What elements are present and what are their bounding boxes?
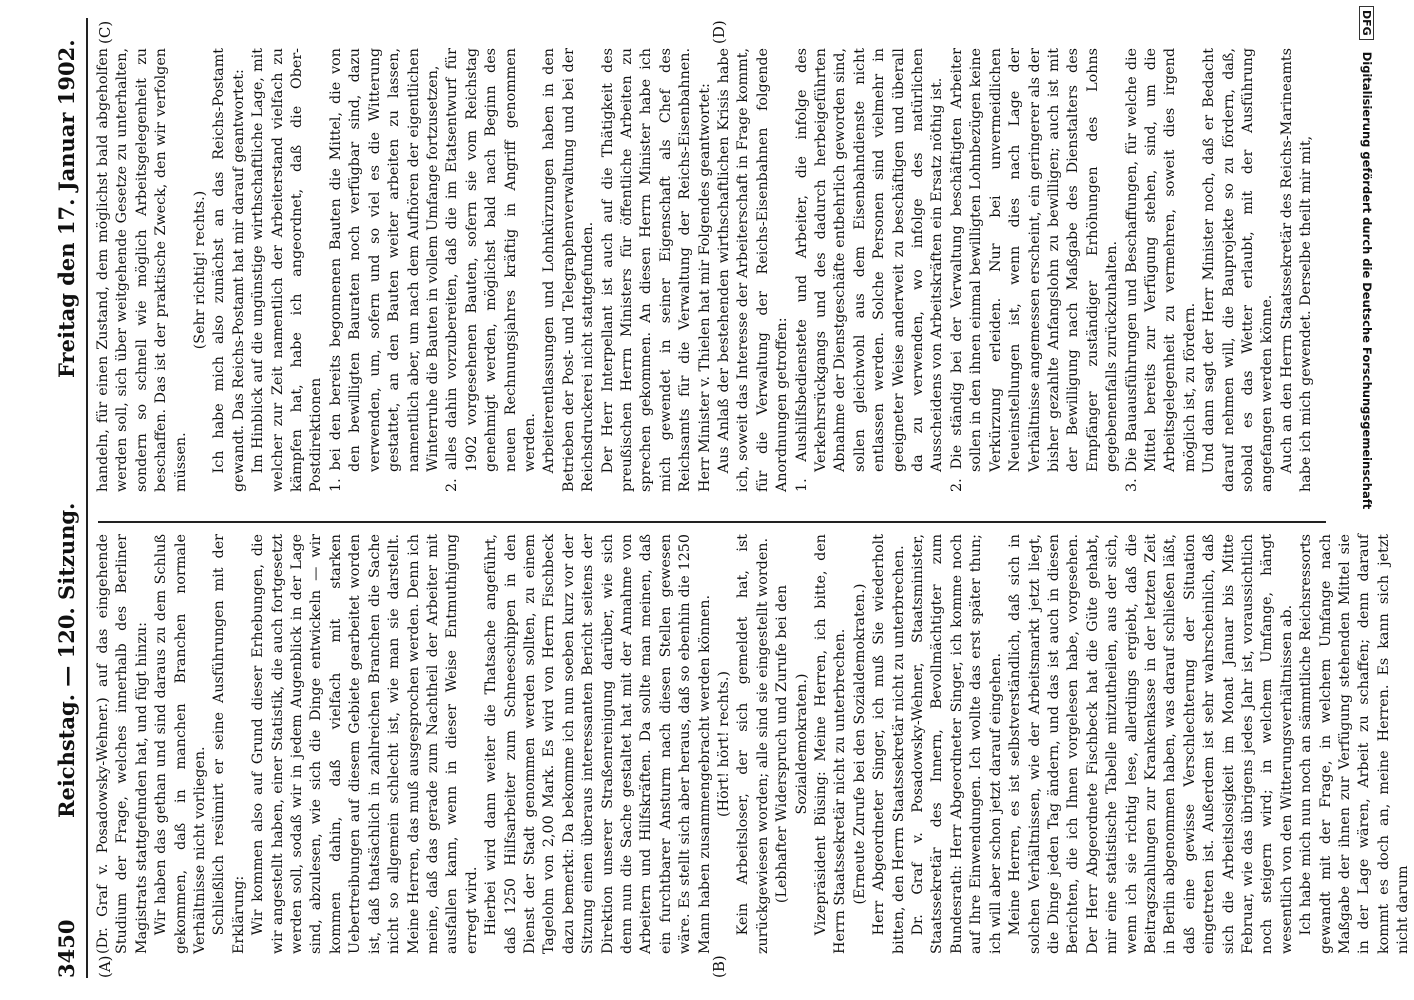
quoted-paragraph: Aus Anlaß der bestehenden wirthschaftlichen Krisis habe ich, soweit das Interesse der Arbeiterschaft in Frage kommt, für die Verwaltung der Reichs-Eisenbahnen folgende Anordnungen getroffen: (716, 48, 791, 492)
dfg-logo: DFG (1359, 6, 1374, 40)
right-column (94, 48, 1330, 492)
quoted-paragraph: Wir kommen also auf Grund dieser Erhebungen, die wir angestellt haben, einer Statistik, die auch fortgesetzt werden soll, sodaß wir in jedem Augenblick in der Lage sind, abzulesen, wie sich die Dinge entwickeln — wir kommen dahin, daß vielfach mit starken Uebertreibungen auf diesem Gebiete gearbeitet worden ist, daß thatsächlich in zahlreichen Branchen die Sache nicht so allgemein schlecht ist, wie man sie darstellt. Meine Herren, das muß ausgesprochen werden. Denn ich meine, daß das gerade zum Nachtheil der Arbeiter mit ausfallen kann, wenn in dieser Weise Entmuthigung erregt wird. (250, 534, 480, 954)
column-divider (98, 521, 1326, 523)
session-title: Reichstag. — 120. Sitzung. (54, 502, 79, 818)
list-item: 1. bei den bereits begonnenen Bauten die Mittel, die von den bewilligten Bauraten noch verfügbar sind, dazu verwenden, um, sofern und so viel es die Witterung gestattet, an den Bauten weiter arbeiten zu lassen, namentlich aber, um nach dem Aufhören der eigentlichen Winterruhe die Bauten in vollem Umfange fortzusetzen, (327, 48, 441, 492)
list-item: 1. Aushilfsbedienstete und Arbeiter, die infolge des Verkehrsrückgangs und des dadurch herbeigeführten Abnahme der Dienstgeschäfte entbehrlich geworden sind, sollen gleichwohl aus dem Eisenbahndienste nicht entlassen werden. Solche Personen sind vielmehr in geeigneter Weise anderweit zu beschäftigen und überall da zu verwenden, wo infolge des natürlichen Ausscheidens von Arbeitskräften ein Ersatz nöthig ist. (793, 48, 946, 492)
quoted-paragraph: Kein Arbeitsloser, der sich gemeldet hat, ist zurückgewiesen worden; alle sind sie eingestellt worden. (735, 534, 771, 954)
interjection: (Sehr richtig! rechts.) (192, 190, 209, 350)
interjection: (Lebhafter Widerspruch und Zurufe bei den Sozialdemokraten.) (774, 584, 810, 904)
paragraph: handeln, für einen Zustand, dem möglichst bald abgeholfen werden soll, sich über weitgehende Gesetze zu unterhalten, sondern so schnell wie möglich Arbeitsgelegenheit zu beschaffen. Das ist der praktische Zweck, den wir verfolgen müssen. (95, 48, 189, 492)
speaker-paragraph: Vizepräsident Büsing: Meine Herren, ich bitte, den Herrn Staatssekretär nicht zu unterbrechen. (813, 534, 849, 954)
digitization-credit: Digitalisierung gefördert durch die Deutsche Forschungsgemeinschaft (1360, 51, 1374, 510)
quoted-paragraph: Im Hinblick auf die ungünstige wirthschaftliche Lage, mit welcher zur Zeit namentlich der Arbeiterstand vielfach zu kämpfen hat, habe ich angeordnet, daß die Ober-Postdirektionen (250, 48, 325, 492)
margin-marker-b: (B) (710, 955, 728, 978)
list-item: 2. alles dahin vorzubereiten, daß die im Etatsentwurf für 1902 vorgesehenen Bauten, sofern sie vom Reichstag genehmigt werden, möglichst bald nach Beginn des neuen Rechnungsjahres kräftig in Angriff genommen werden. (444, 48, 538, 492)
paragraph: Und dann sagt der Herr Minister noch, daß er Bedacht darauf nehmen will, die Bauprojekte so zu fördern, daß, sobald es das Wetter erlaubt, mit der Ausführung angefangen werden könne. (1201, 48, 1276, 492)
paragraph: Ich habe mich also zunächst an das Reichs-Postamt gewandt. Das Reichs-Postamt hat mir darauf geantwortet: (211, 48, 247, 492)
session-date: Freitag den 17. Januar 1902. (54, 39, 79, 378)
paragraph: Auch an den Herrn Staatssekretär des Reichs-Marineamts habe ich mich gewendet. Derselbe theilt mir mit, (1278, 48, 1315, 492)
digitization-footer (1352, 6, 1378, 996)
list-item: 3. Die Bauausführungen und Beschaffungen, für welche die Mittel bereits zur Verfügung stehen, sind, um die Arbeitsgelegenheit zu vermehren, soweit dies irgend möglich ist, zu fördern. (1123, 48, 1198, 492)
quoted-paragraph: Arbeiterentlassungen und Lohnkürzungen haben in den Betrieben der Post- und Telegraphenverwaltung und bei der Reichsdruckerei nicht stattgefunden. (541, 48, 597, 492)
paragraph: Herr Abgeordneter Singer, ich muß Sie wiederholt bitten, den Herrn Staatssekretär nicht zu unterbrechen. (871, 534, 907, 954)
paragraph: Schließlich resümirt er seine Ausführungen mit der Erklärung: (211, 534, 247, 954)
header-rule (86, 18, 88, 978)
list-item: 2. Die ständig bei der Verwaltung beschäftigten Arbeiter sollen in den ihnen einmal bewilligten Lohnbezügen keine Verkürzung erleiden. Nur bei unvermeidlichen Neueinstellungen ist, wenn dies nach Lage der Verhältnisse angemessen erscheint, ein geringerer als der bisher gezahlte Anfangslohn zu bewilligen; auch ist mit der Bewilligung nach Maßgabe des Dienstalters des Empfänger zuständiger Erhöhungen des Lohns gegebenenfalls zurückzuhalten. (948, 48, 1121, 492)
interjection: (Erneute Zurufe bei den Sozialdemokraten.) (851, 583, 868, 905)
paragraph: Hierbei wird dann weiter die Thatsache angeführt, daß 1250 Hilfsarbeiter zum Schneeschippen in den Dienst der Stadt genommen werden sollten, zu einem Tagelohn von 2,00 Mark. Es wird von Herrn Fischbeck dazu bemerkt: Da bekomme ich nun soeben kurz vor der Sitzung einen überaus interessanten Bericht seitens der Direktion unserer Straßenreinigung darüber, wie sich denn nun die Sache gestaltet hat mit der Annahme von Arbeitern und Hilfskräften. Da sollte man meinen, daß ein furchtbarer Ansturm nach diesen Stellen gewesen wäre. Es stellt sich aber heraus, daß so ebenhin die 1250 Mann haben zusammengebracht werden können. (483, 534, 713, 954)
page-number: 3450 (54, 919, 79, 978)
speaker-paragraph: Dr. Graf v. Posadowsky-Wehner, Staatsminister, Staatssekretär des Innern, Bevollmächtigter zum Bundesrath: Herr Abgeordneter Singer, ich komme noch auf Ihre Einwendungen. Ich wollte das erst später thun; ich will aber schon jetzt darauf eingehen. (910, 534, 1004, 954)
interjection: (Hört! hört! rechts.) (716, 671, 732, 817)
left-column (94, 534, 1412, 954)
paragraph: Der Herr Interpellant ist auch auf die Thätigkeit des preußischen Herrn Ministers für öffentliche Arbeiten zu sprechen gekommen. An diesen Herrn Minister habe ich mich gewendet in seiner Eigenschaft als Chef des Reichsamts für die Verwaltung der Reichs-Eisenbahnen. Herr Minister v. Thielen hat mir Folgendes geantwortet: (599, 48, 713, 492)
margin-marker-a: (A) (96, 955, 114, 978)
margin-marker-c: (C) (96, 20, 114, 44)
quoted-paragraph: Wir haben das gethan und sind daraus zu dem Schluß gekommen, daß in manchen Branchen normale Verhältnisse nicht vorliegen. (153, 534, 209, 954)
paragraph: Meine Herren, es ist selbstverständlich, daß sich in solchen Verhältnissen, wie der Arbeitsmarkt jetzt liegt, die Dinge jeden Tag ändern, und das ist auch in diesen Berichten, die ich Ihnen vorgelesen habe, vorgesehen. Der Herr Abgeordnete Fischbeck hat die Güte gehabt, mir eine statistische Tabelle mitzutheilen, aus der sich, wenn ich sie richtig lese, allerdings ergiebt, daß die Beitragszahlungen zur Krankenkasse in der letzten Zeit in Berlin abgenommen haben, was darauf schließen läßt, daß eine gewisse Verschlechterung der Situation eingetreten ist. Außerdem ist sehr wahrscheinlich, daß sich die Arbeitslosigkeit im Monat Januar bis Mitte Februar, wie das übrigens jedes Jahr ist, voraussichtlich noch steigern wird; in welchem Umfange, hängt wesentlich von den Witterungsverhältnissen ab. (1007, 534, 1295, 954)
page-header (50, 18, 86, 978)
margin-marker-d: (D) (710, 20, 728, 44)
paragraph: (Dr. Graf v. Posadowsky-Wehner.) auf das eingehende Studium der Frage, welches innerhalb des Berliner Magistrats stattgefunden hat, und fügt hinzu: (95, 534, 150, 954)
paragraph: Ich habe mich nun noch an sämmtliche Reichsressorts gewandt mit der Frage, in welchem Umfange nach Maßgabe der ihnen zur Verfügung stehenden Mittel sie in der Lage wären, Arbeit zu schaffen; denn darauf kommt es doch an, meine Herren. Es kann sich jetzt nicht darum (1298, 534, 1412, 954)
